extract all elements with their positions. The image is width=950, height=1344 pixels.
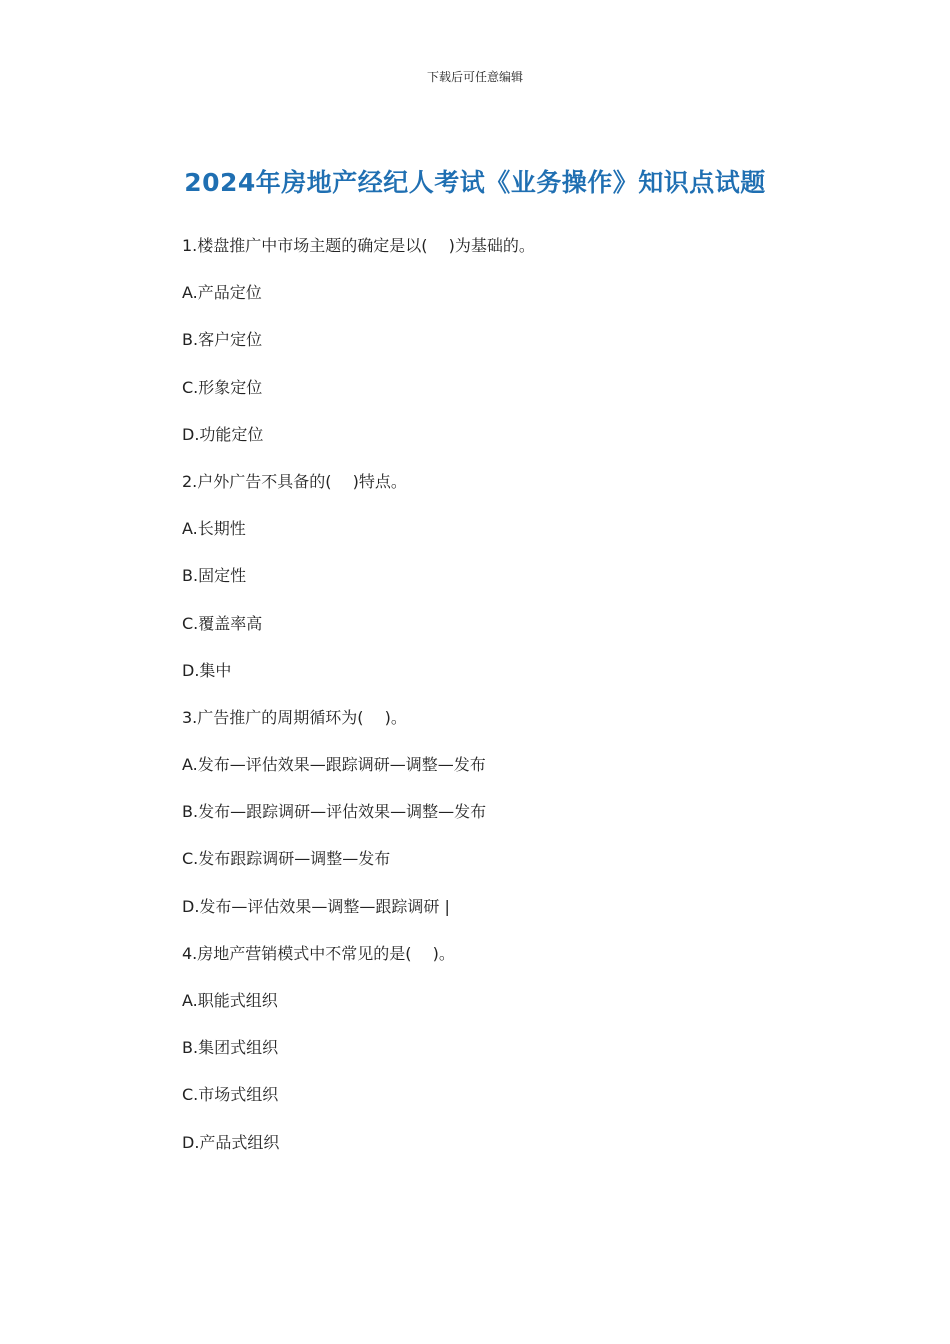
question-1-option-b: B.客户定位: [182, 330, 263, 350]
question-4-option-c: C.市场式组织: [182, 1085, 279, 1105]
question-1-option-a: A.产品定位: [182, 283, 262, 303]
question-1-text: 1.楼盘推广中市场主题的确定是以( )为基础的。: [182, 236, 535, 255]
question-3-option-c: C.发布跟踪调研—调整—发布: [182, 849, 391, 869]
question-4-option-d: D.产品式组织: [182, 1132, 280, 1152]
question-4-option-b: B.集团式组织: [182, 1038, 279, 1058]
question-2-option-c: C.覆盖率高: [182, 613, 263, 633]
question-1-option-d: D.功能定位: [182, 424, 264, 444]
document-title: 2024年房地产经纪人考试《业务操作》知识点试题: [184, 168, 766, 197]
question-2-option-d: D.集中: [182, 660, 232, 680]
question-2-text: 2.户外广告不具备的( )特点。: [182, 471, 407, 491]
question-3-option-b: B.发布—跟踪调研—评估效果—调整—发布: [182, 802, 487, 822]
question-3-option-d: D.发布—评估效果—调整—跟踪调研 |: [182, 896, 450, 916]
question-1-option-c: C.形象定位: [182, 377, 263, 397]
question-2-option-a: A.长期性: [182, 519, 246, 539]
question-3-text: 3.广告推广的周期循环为( )。: [182, 707, 407, 727]
question-4-option-a: A.职能式组织: [182, 991, 278, 1010]
question-4-text: 4.房地产营销模式中不常见的是( )。: [182, 943, 455, 963]
header-note: 下载后可任意编辑: [426, 70, 523, 84]
question-2-option-b: B.固定性: [182, 566, 247, 586]
question-list: [182, 236, 882, 1180]
question-3-option-a: A.发布—评估效果—跟踪调研—调整—发布: [182, 755, 486, 775]
